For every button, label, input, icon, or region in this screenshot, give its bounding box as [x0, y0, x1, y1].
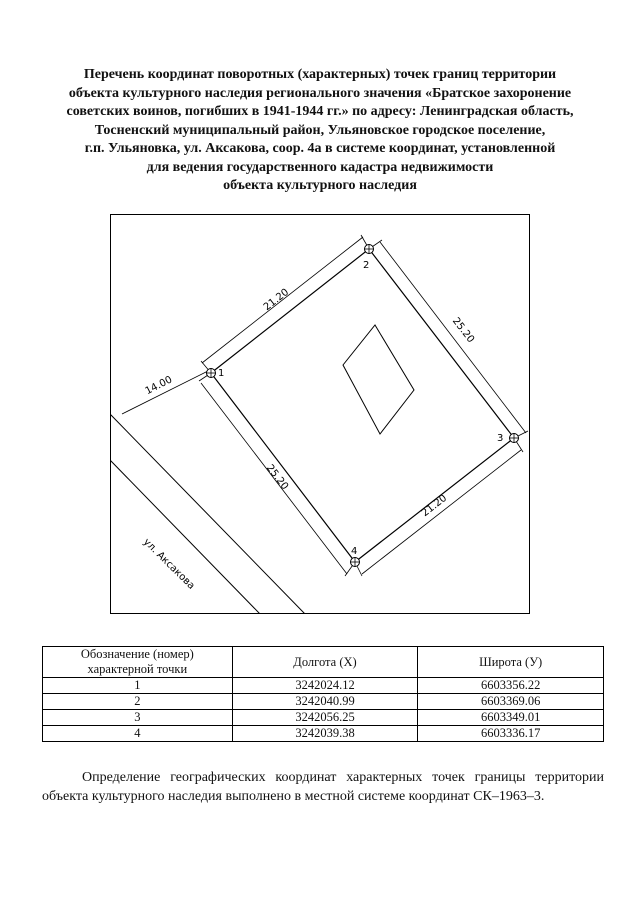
table-row — [43, 678, 604, 694]
dimension-line-4-3 — [362, 450, 521, 574]
point-label-3: 3 — [497, 433, 504, 444]
table-row — [43, 710, 604, 726]
column-header-point-number: Обозначение (номер) характерной точки — [43, 647, 233, 678]
point-number-cell: 1 — [43, 678, 233, 694]
title-line: объекта культурного наследия — [223, 178, 417, 193]
longitude-cell: 3242040.99 — [232, 694, 418, 710]
title-line: для ведения государственного кадастра недвижимости — [146, 159, 494, 175]
title-line: объекта культурного наследия регионального значения «Братское захоронение — [68, 85, 572, 101]
coordinate-system-note: Определение географических координат характерных точек границы территории объекта культурного наследия выполнено в местной системе координат СК–1963–3. — [42, 770, 604, 804]
longitude-cell: 3242039.38 — [232, 726, 418, 742]
site-plan — [110, 214, 530, 614]
street-offset-label: 14.00 — [143, 374, 175, 398]
latitude-cell: 6603349.01 — [418, 710, 604, 726]
latitude-cell: 6603336.17 — [418, 726, 604, 742]
street-edge-line — [110, 460, 260, 614]
point-number-cell: 3 — [43, 710, 233, 726]
dimension-label-2-3: 25.20 — [449, 315, 477, 346]
territory-boundary — [211, 249, 514, 562]
title-line: г.п. Ульяновка, ул. Аксакова, соор. 4а в системе координат, установленной — [84, 141, 556, 156]
point-2-marker — [364, 244, 374, 254]
title-line: советских воинов, погибших в 1941-1944 гг.» по адресу: Ленинградская область, — [66, 104, 574, 119]
site-plan-drawing — [110, 214, 530, 614]
point-label-4: 4 — [351, 546, 358, 557]
street-name-label: ул. Аксакова — [140, 536, 197, 592]
document-title — [30, 66, 610, 196]
title-line: Перечень координат поворотных (характерных) точек границ территории — [83, 67, 557, 82]
longitude-cell: 3242024.12 — [232, 678, 418, 694]
monument-outline — [343, 325, 414, 434]
point-3-marker — [509, 433, 519, 443]
street-edge-line — [110, 414, 305, 614]
point-1-marker — [206, 368, 216, 378]
column-header-latitude: Широта (У) — [418, 647, 604, 678]
point-4-marker — [350, 557, 360, 567]
dimension-label-1-4: 25.20 — [263, 462, 291, 493]
table-row — [43, 694, 604, 710]
dimension-label-4-3: 21.20 — [419, 492, 450, 520]
latitude-cell: 6603369.06 — [418, 694, 604, 710]
table-header-row — [43, 647, 604, 678]
point-number-cell: 2 — [43, 694, 233, 710]
dimension-line-2-3 — [380, 242, 526, 433]
column-header-longitude: Долгота (X) — [232, 647, 418, 678]
point-label-2: 2 — [363, 260, 370, 271]
table-row — [43, 726, 604, 742]
plan-frame — [111, 215, 530, 614]
point-label-1: 1 — [218, 368, 225, 379]
point-number-cell: 4 — [43, 726, 233, 742]
latitude-cell: 6603356.22 — [418, 678, 604, 694]
dimension-label-1-2: 21.20 — [261, 286, 292, 314]
coordinates-table — [42, 646, 604, 742]
longitude-cell: 3242056.25 — [232, 710, 418, 726]
title-line: Тосненский муниципальный район, Ульяновское городское поселение, — [94, 122, 546, 138]
